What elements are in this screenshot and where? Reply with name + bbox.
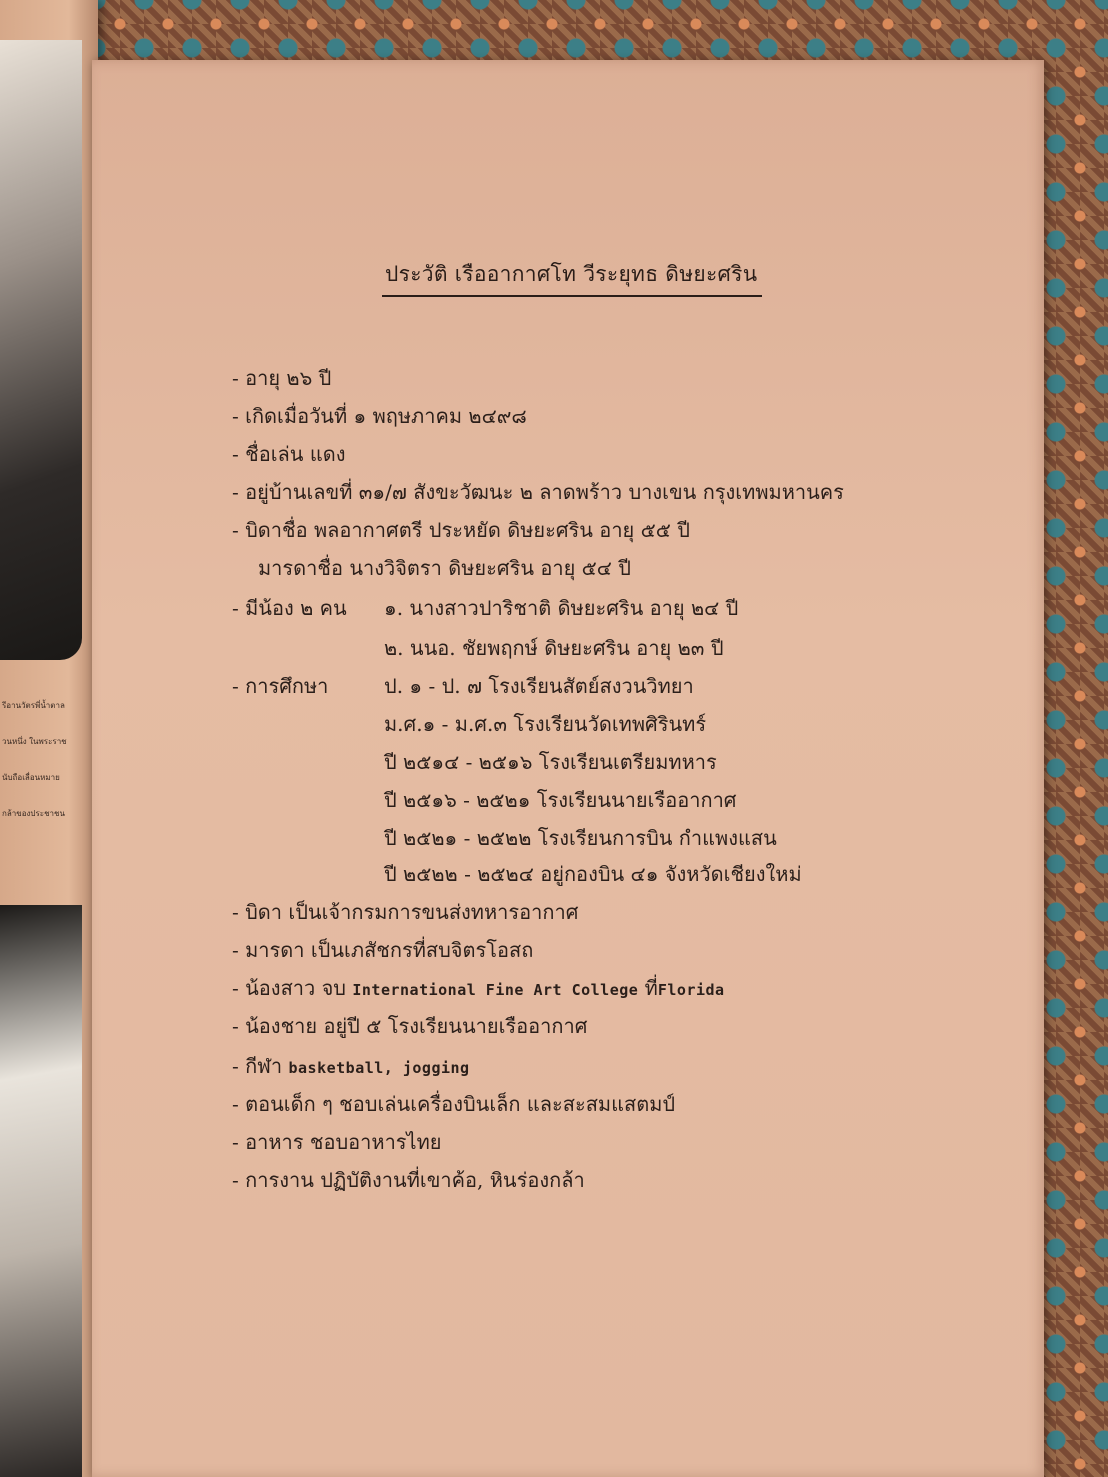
sister-line: - น้องสาว จบ International Fine Art College ที่Florida <box>232 976 725 1000</box>
mother-line: มารดาชื่อ นางวิจิตรา ดิษยะศริน อายุ ๕๔ ปี <box>258 556 631 580</box>
childhood-line: - ตอนเด็ก ๆ ชอบเล่นเครื่องบินเล็ก และสะสมแสตมป์ <box>232 1092 676 1116</box>
education-row: ม.ศ.๑ - ม.ศ.๓ โรงเรียนวัดเทพศิรินทร์ <box>384 712 707 736</box>
left-facing-page <box>0 0 98 1477</box>
caption-line: รีอานวัตรพี่น้ำตาล <box>2 701 65 710</box>
photo-officer <box>0 905 82 1477</box>
page-title: ประวัติ เรืออากาศโท วีระยุทธ ดิษยะศริน <box>385 262 758 286</box>
education-heading: - การศึกษา <box>232 674 329 698</box>
caption-line: กล้าของประชาชน <box>2 809 65 818</box>
food-line: - อาหาร ชอบอาหารไทย <box>232 1130 442 1154</box>
father-job-line: - บิดา เป็นเจ้ากรมการขนส่งทหารอากาศ <box>232 900 579 924</box>
age-line: - อายุ ๒๖ ปี <box>232 366 332 390</box>
father-line: - บิดาชื่อ พลอากาศตรี ประหยัด ดิษยะศริน อายุ ๕๕ ปี <box>232 518 690 542</box>
title-underline <box>382 295 762 297</box>
education-row: ปี ๒๕๒๑ - ๒๕๒๒ โรงเรียนการบิน กำแพงแสน <box>384 826 777 850</box>
birth-line: - เกิดเมื่อวันที่ ๑ พฤษภาคม ๒๔๙๘ <box>232 404 527 428</box>
sibling-2-line: ๒. นนอ. ชัยพฤกษ์ ดิษยะศริน อายุ ๒๓ ปี <box>384 636 724 660</box>
education-row: ปี ๒๕๑๔ - ๒๕๑๖ โรงเรียนเตรียมทหาร <box>384 750 717 774</box>
sibling-1-line: ๑. นางสาวปาริชาติ ดิษยะศริน อายุ ๒๔ ปี <box>384 596 739 620</box>
address-line: - อยู่บ้านเลขที่ ๓๑/๗ สังขะวัฒนะ ๒ ลาดพร้าว บางเขน กรุงเทพมหานคร <box>232 480 844 504</box>
photo-woman <box>0 40 82 660</box>
brother-line: - น้องชาย อยู่ปี ๕ โรงเรียนนายเรืออากาศ <box>232 1014 588 1038</box>
education-row: ปี ๒๕๒๒ - ๒๕๒๔ อยู่กองบิน ๔๑ จังหวัดเชียงใหม่ <box>384 862 802 886</box>
education-row: ปี ๒๕๑๖ - ๒๕๒๑ โรงเรียนนายเรืออากาศ <box>384 788 737 812</box>
caption-line: วนหนึ่ง ในพระราช <box>2 737 67 746</box>
nickname-line: - ชื่อเล่น แดง <box>232 442 346 466</box>
education-row: ป. ๑ - ป. ๗ โรงเรียนสัตย์สงวนวิทยา <box>384 674 694 698</box>
mother-job-line: - มารดา เป็นเภสัชกรที่สบจิตรโอสถ <box>232 938 534 962</box>
caption-line: นับถือเลื่อนหมาย <box>2 773 60 782</box>
left-page-caption <box>2 688 88 832</box>
siblings-line: - มีน้อง ๒ คน <box>232 596 347 620</box>
sports-line: - กีฬา basketball, jogging <box>232 1054 470 1078</box>
work-line: - การงาน ปฏิบัติงานที่เขาค้อ, หินร่องกล้า <box>232 1168 585 1192</box>
